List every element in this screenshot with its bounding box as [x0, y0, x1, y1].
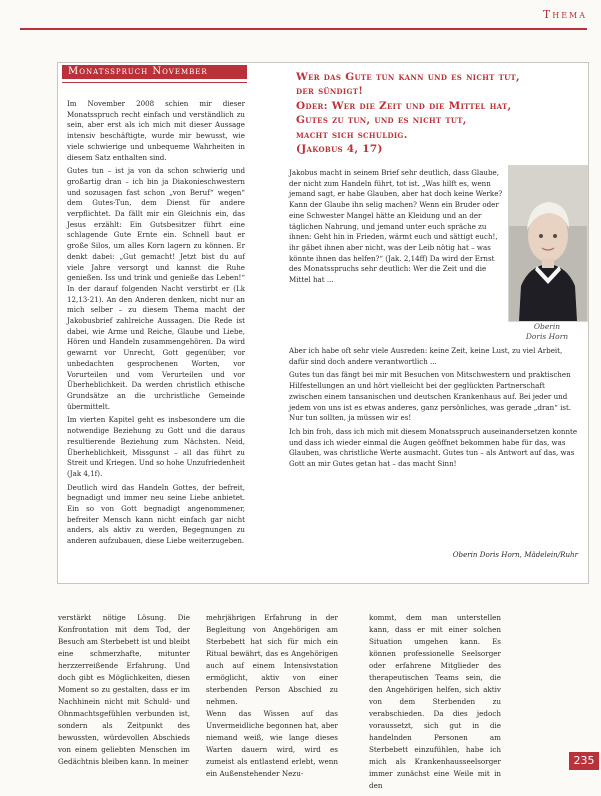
monthly-verse — [296, 70, 581, 156]
bottom-column-3 — [369, 612, 501, 792]
photo-caption — [508, 322, 586, 342]
verse-line: Wer das Gute tun kann und es nicht tut, — [296, 71, 521, 83]
paragraph: Im November 2008 schien mir dieser Monatsspruch recht einfach und verständlich zu sein, aber erst als ich mich mit dieser Aussage intensiv beschäftigte, wurde mir bewusst, wie viele schwierige und unbequeme Wahrheiten in diesem Satz enthalten sind. — [67, 99, 245, 162]
article-left-column — [67, 99, 245, 550]
paragraph: Aber ich habe oft sehr viele Ausreden: keine Zeit, keine Lust, zu viel Arbeit, dafür sind doch andere verantwortlich ... — [289, 346, 563, 366]
paragraph: Wenn das Wissen auf das Unvermeidliche begonnen hat, aber niemand weiß, wie lange dieses Warten dauern wird, wird es zumeist als entlastend erlebt, wenn ein Außenstehender Nezu- — [206, 709, 338, 778]
verse-line: Oder: Wer die Zeit und die Mittel hat, — [296, 99, 512, 112]
portrait-image — [509, 166, 587, 321]
author-photo — [508, 165, 588, 322]
verse-line: Gutes zu tun, und es nicht tut, — [296, 114, 467, 127]
caption-line: Oberin — [533, 322, 561, 331]
paragraph: Deutlich wird das Handeln Gottes, der befreit, begnadigt und immer neu seine Liebe anbietet. Ein so von Gott begnadigt angenommener, befreiter Mensch kann nicht einfach gar nicht anders, als aktiv zu werden, Begegnungen zu anderen aufzubauen, diese Liebe weiterzugeben. — [67, 482, 245, 546]
paragraph: Im vierten Kapitel geht es insbesondere um die notwendige Beziehung zu Gott und die daraus resultierende Beziehung zum Nächsten. Neid, Überheblichkeit, Missgunst – all das führt zu Streit und Kriegen. Und so hohe Unzufriedenheit (Jak 4,1f). — [67, 415, 245, 478]
bottom-column-1 — [58, 612, 190, 768]
page-number: 235 — [569, 752, 599, 770]
verse-line: der sündigt! — [296, 85, 364, 98]
paragraph: mehrjährigen Erfahrung in der Begleitung von Angehörigen am Sterbebett hat sich für mich ein Ritual bewährt, das es Angehörigen auch auf einem Intensivstation ermöglicht, aktiv von einer sterbenden Person Abschied zu nehmen. — [206, 613, 338, 706]
article-right-column-bottom — [289, 346, 578, 473]
verse-line: macht sich schuldig. — [296, 128, 408, 141]
paragraph: kommt, dem man unterstellen kann, dass er mit einer solchen Situation umgehen kann. Es können professionelle Seelsorger oder erfahrene Mitglieder des therapeutischen Teams sein, die den Angehörigen helfen, sich aktiv von dem Sterbenden zu verabschieden. Da dies jedoch voraussetzt, sich gut in die handelnden Personen am Sterbebett einzufühlen, habe ich mich als Krankenhausseelsorger immer zunächst eine Weile mit in den — [369, 613, 501, 790]
article-right-column-top — [289, 168, 506, 289]
caption-line: Doris Horn — [525, 332, 569, 341]
bottom-column-2 — [206, 612, 338, 780]
author-signature: Oberin Doris Horn, Mädelein/Ruhr — [452, 550, 578, 559]
paragraph: Gutes tun das fängt bei mir mit Besuchen von Mitschwestern und praktischen Hilfestellungen an und hört vielleicht bei der geglückten Partnerschaft zwischen einem tansanischen und deutschen Krankenhaus auf. Bei jeder und jedem von uns ist es etwas anderes, ganz persönliches, was gerade „dran“ ist. Nur tun sollten, ja müssen wir es! — [289, 370, 572, 423]
top-rule — [20, 28, 587, 30]
section-label: Thema — [542, 8, 587, 21]
paragraph: Ich bin froh, dass ich mich mit diesem Monatsspruch auseinandersetzen konnte und dass ich wieder einmal die Augen geöffnet bekommen habe für das, was Glauben, was christliche Werte ausmacht. Gutes tun – als Antwort auf das, was Gott an mir Gutes getan hat – das macht Sinn! — [289, 426, 578, 469]
paragraph: Jakobus macht in seinem Brief sehr deutlich, dass Glaube, der nicht zum Handeln führt, tot ist. „Was hilft es, wenn jemand sagt, er habe Glauben, aber hat doch keine Werke? Kann der Glaube ihn selig machen? Wenn ein Bruder oder eine Schwester Mangel hätte an Kleidung und an der täglichen Nahrung, und jemand unter euch spräche zu ihnen: Geht hin in Frieden, wärmt euch und sättigt euch!, ihr gäbet ihnen aber nicht, was der Leib nötig hat – was könnte ihnen das helfen?“ (Jak. 2,14ff) Da wird der Ernst des Monatsspruchs sehr deutlich: Wer die Zeit und die Mittel hat ... — [289, 168, 503, 285]
box-title-rule — [62, 82, 247, 83]
box-title: Monatsspruch November — [62, 65, 247, 79]
verse-reference: (Jakobus 4, 17) — [296, 143, 383, 156]
paragraph: Gutes tun – ist ja von da schon schwierig und großartig dran – ich bin ja Diakonieschwestern und sozusagen fast schon „von Beruf“ wegen“ dem Gutes-Tun, dem Dienst für andere verpflichtet. Da fällt mir ein Gleichnis ein, das Jesus erzählt: Ein Gutsbesitzer führt eine schlagende Gute Ernte ein. Schnell baut er große Silos, um alles Korn lagern zu können. Er denkt dabei: „Gut gemacht! Jetzt bist du auf viele Jahre versorgt und kannst die Ruhe genießen. Iss und trink und genieße das Leben!“ In der darauf folgenden Nacht verstirbt er (Lk 12,13-21). An den Anderen denken, nicht nur an mich selber – zu diesem Thema macht der Jakobusbrief zahlreiche Aussagen. Die Rede ist dabei, wie Arme und Reiche, Glaube und Liebe, Hören und Handeln zusammengehören. Da wird gewarnt vor Unrecht, Gott gegenüber, vor unbedachten gesprochenen Worten, vor Vorurteilen und vom Verurteilen und vor Überheblichkeit. Da werden christlich ethische Grundsätze an die urchristliche Gemeinde übermittelt. — [67, 166, 245, 411]
paragraph: verstärkt nötige Lösung. Die Konfrontation mit dem Tod, der Besuch am Sterbebett ist und bleibt eine schmerzhafte, mitunter herzzerreißende Erfahrung. Und doch gibt es Möglichkeiten, diesen Moment so zu gestalten, dass er im Nachhinein nicht mit Schuld- und Ohnmachtsgefühlen verbunden ist, sondern als Zeitpunkt des bewussten, würdevollen Abschieds von einem geliebten Menschen im Gedächtnis bleiben kann. In meiner — [58, 613, 190, 766]
